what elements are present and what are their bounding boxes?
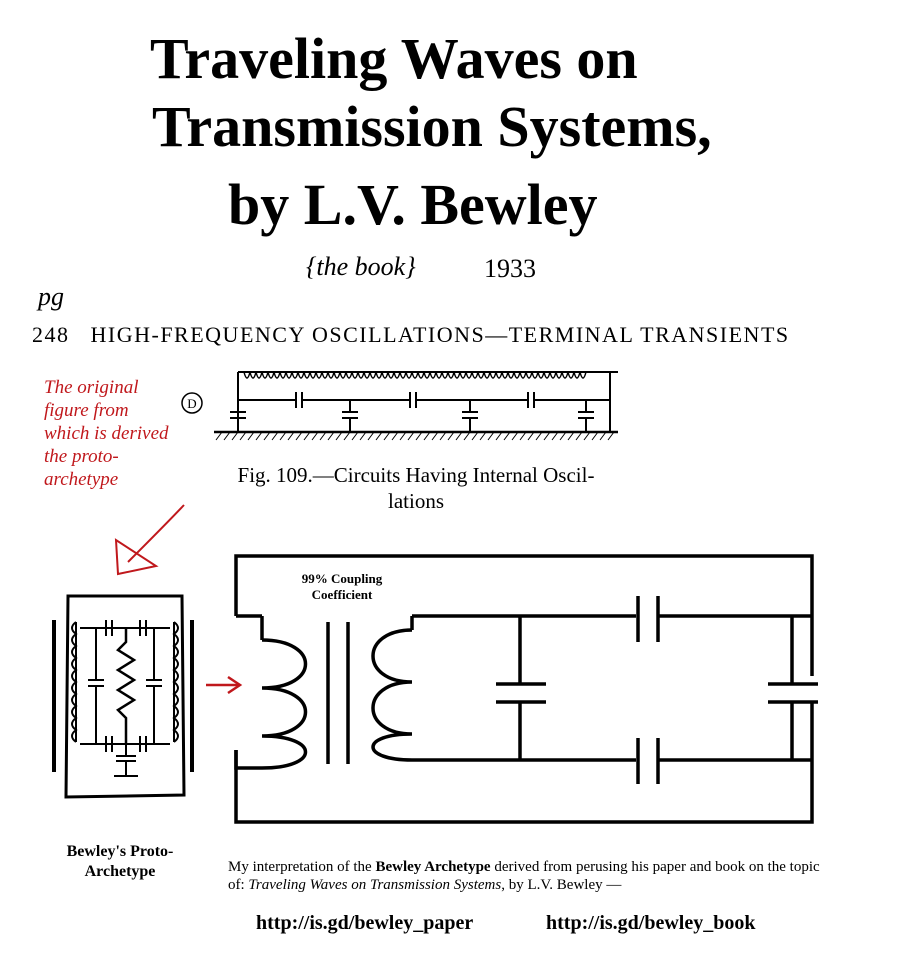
paper-link[interactable]: http://is.gd/bewley_paper	[256, 912, 474, 934]
annotation-note: The original figure from which is derived the proto-archetype	[44, 377, 169, 490]
title-line-2: Transmission Systems,	[152, 94, 712, 159]
title-line-3: by L.V. Bewley	[228, 172, 598, 237]
page-header-text: HIGH-FREQUENCY OSCILLATIONS—TERMINAL TRANSIENTS	[90, 322, 790, 347]
archetype-circuit	[236, 556, 818, 822]
figure-caption-line-1: Fig. 109.—Circuits Having Internal Oscil-	[237, 463, 595, 487]
subtitle: {the book}	[306, 252, 416, 281]
interp-middle: derived from perusing his paper and book on the topic of:	[228, 859, 820, 893]
interp-suffix: , by L.V. Bewley —	[501, 877, 622, 893]
interp-italic: Traveling Waves on Transmission Systems	[248, 877, 502, 893]
pg-label: pg	[38, 282, 64, 311]
coupling-label-line-2: Coefficient	[311, 587, 373, 602]
figure-caption-line-2: lations	[388, 489, 444, 513]
proto-archetype-sketch	[54, 596, 192, 797]
interp-prefix: My interpretation of the	[228, 859, 376, 875]
proto-resistor	[118, 628, 134, 744]
proto-label-line-1: Bewley's Proto-	[66, 843, 174, 860]
red-small-arrow	[206, 677, 240, 693]
secondary-coil	[373, 630, 412, 760]
proto-label-line-2: Archetype	[84, 863, 156, 880]
page-number: 248	[32, 322, 70, 347]
title-line-1: Traveling Waves on	[150, 26, 638, 91]
original-figure	[182, 372, 618, 440]
coupling-label-line-1: 99% Coupling	[301, 571, 383, 586]
year: 1933	[484, 254, 536, 283]
outer-bottom-wire	[236, 702, 812, 822]
red-arrow-head	[116, 540, 156, 574]
figure-marker-letter: D	[187, 396, 197, 411]
book-link[interactable]: http://is.gd/bewley_book	[546, 912, 756, 934]
interp-bold: Bewley Archetype	[375, 859, 491, 875]
primary-coil	[236, 616, 306, 768]
red-annotation-arrow	[116, 505, 184, 574]
